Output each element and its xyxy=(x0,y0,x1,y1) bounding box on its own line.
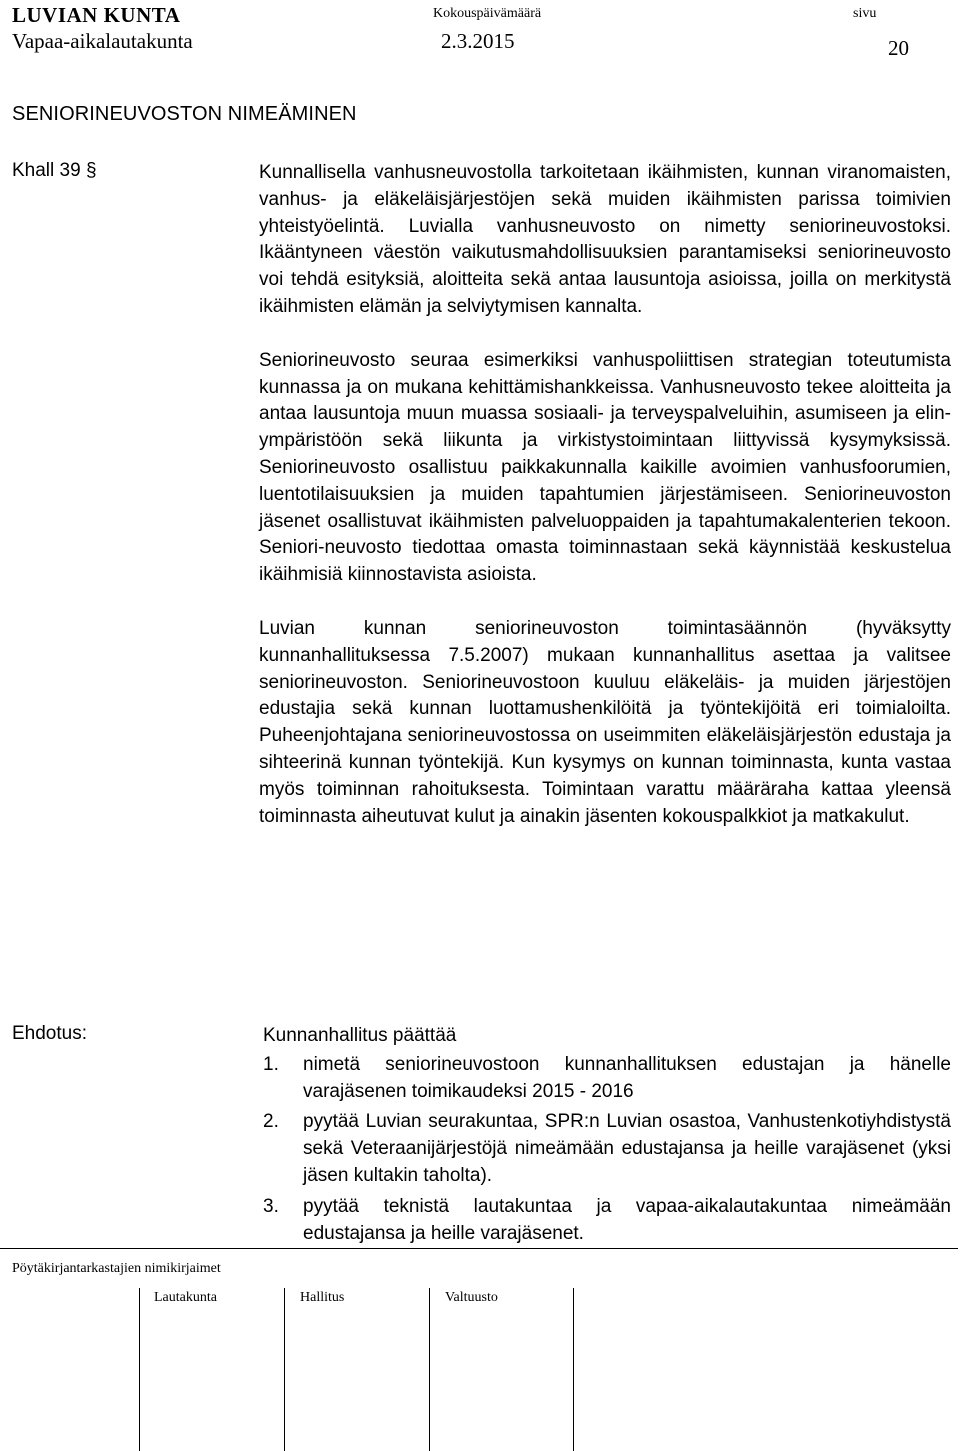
paragraph-1: Kunnallisella vanhusneuvostolla tarkoitetaan ikäihmisten, kunnan viranomaisten, vanhus- ja eläkeläisjärjestöjen sekä muiden ikäihmisten parissa toimivien yhteistyöelintä. Luvialla vanhusneuvosto on nimetty seniorineuvostoksi. Ikääntyneen väestön vaikutusmahdollisuuksien parantamiseksi seniorineuvosto voi tehdä esityksiä, aloitteita sekä antaa lausuntoja asioissa, joilla on merkitystä ikäihmisten elämän ja selviytymisen kannalta. xyxy=(259,162,951,317)
page-number: 20 xyxy=(888,36,909,60)
footer-divider-4 xyxy=(573,1288,574,1451)
item-text: pyytää Luvian seurakuntaa, SPR:n Luvian osastoa, Vanhustenkotiyhdistystä sekä Veteraanijärjestöjä nimeämään edustajansa ja heille varajäsenet (yksi jäsen kultakin taholta). xyxy=(303,1111,951,1186)
page-header xyxy=(0,0,960,60)
signature-footer xyxy=(0,1248,960,1451)
footer-col-hallitus: Hallitus xyxy=(300,1290,345,1305)
footer-col-lautakunta: Lautakunta xyxy=(154,1290,217,1305)
item-number: 3. xyxy=(263,1195,279,1217)
list-item xyxy=(263,1109,951,1189)
paragraph-2: Seniorineuvosto seuraa esimerkiksi vanhuspoliittisen strategian toteutumista kunnassa ja on mukana kehittämishankkeissa. Vanhusneuvosto tekee aloitteita ja antaa lausuntoja muun muassa sosiaali- ja terveyspalveluihin, asumiseen ja elin-ympäristöön sekä liikunta ja virkistystoimintaan liittyvissä kysymyksissä. Seniorineuvosto osallistuu paikkakunnalla kaikille avoimien vanhusfoorumien, luentotilaisuuksien ja muiden tapahtumien järjestämiseen. Seniorineuvoston jäsenet osallistuvat ikäihmisten palveluoppaiden ja tapahtumakalenterien tekoon. Seniori-neuvosto tiedottaa omasta toiminnastaan sekä käynnistää keskustelua ikäihmisiä kiinnostavista asioista. xyxy=(259,349,951,586)
signatures-label: Pöytäkirjantarkastajien nimikirjaimet xyxy=(12,1261,221,1276)
proposal-label: Ehdotus: xyxy=(12,1023,87,1044)
document-title: SENIORINEUVOSTON NIMEÄMINEN xyxy=(12,103,357,125)
proposal-intro: Kunnanhallitus päättää xyxy=(263,1025,457,1046)
footer-divider-2 xyxy=(284,1288,285,1451)
date-label: Kokouspäivämäärä xyxy=(433,6,542,21)
list-item xyxy=(263,1052,951,1106)
item-number: 2. xyxy=(263,1111,279,1133)
meeting-date: 2.3.2015 xyxy=(441,29,515,53)
org-name: LUVIAN KUNTA xyxy=(12,3,181,27)
item-number: 1. xyxy=(263,1053,279,1075)
list-item xyxy=(263,1194,951,1248)
proposal xyxy=(263,1023,951,1251)
proposal-list xyxy=(263,1052,951,1248)
body-text xyxy=(259,160,951,830)
page-label: sivu xyxy=(853,6,877,21)
footer-col-valtuusto: Valtuusto xyxy=(445,1290,498,1305)
footer-divider-1 xyxy=(139,1288,140,1451)
footer-divider-3 xyxy=(429,1288,430,1451)
footer-frame xyxy=(0,1248,958,1450)
board-name: Vapaa-aikalautakunta xyxy=(12,29,193,53)
paragraph-3: Luvian kunnan seniorineuvoston toimintasäännön (hyväksytty kunnanhallituksessa 7.5.2007) mukaan kunnanhallitus asettaa ja valitsee seniorineuvoston. Seniorineuvostoon kuuluu eläkeläis- ja muiden järjestöjen edustajia sekä kunnan luottamushenkilöitä ja työntekijöitä eri toimialoilta. Puheenjohtajana seniorineuvostossa on useimmiten eläkeläisjärjestön edustaja ja sihteerinä kunnan työntekijä. Kun kysymys on kunnan toiminnasta, kunta vastaa myös toiminnan rahoituksesta. Toimintaan varattu määräraha kattaa yleensä toiminnasta aiheutuvat kulut ja ainakin jäsenten kokouspalkkiot ja matkakulut. xyxy=(259,617,951,827)
item-text: nimetä seniorineuvostoon kunnanhallituksen edustajan ja hänelle varajäsenen toimikaudeksi 2015 - 2016 xyxy=(303,1053,951,1102)
section-label: Khall 39 § xyxy=(12,160,97,181)
item-text: pyytää teknistä lautakuntaa ja vapaa-aikalautakuntaa nimeämään edustajansa ja heille varajäsenet. xyxy=(303,1195,951,1244)
